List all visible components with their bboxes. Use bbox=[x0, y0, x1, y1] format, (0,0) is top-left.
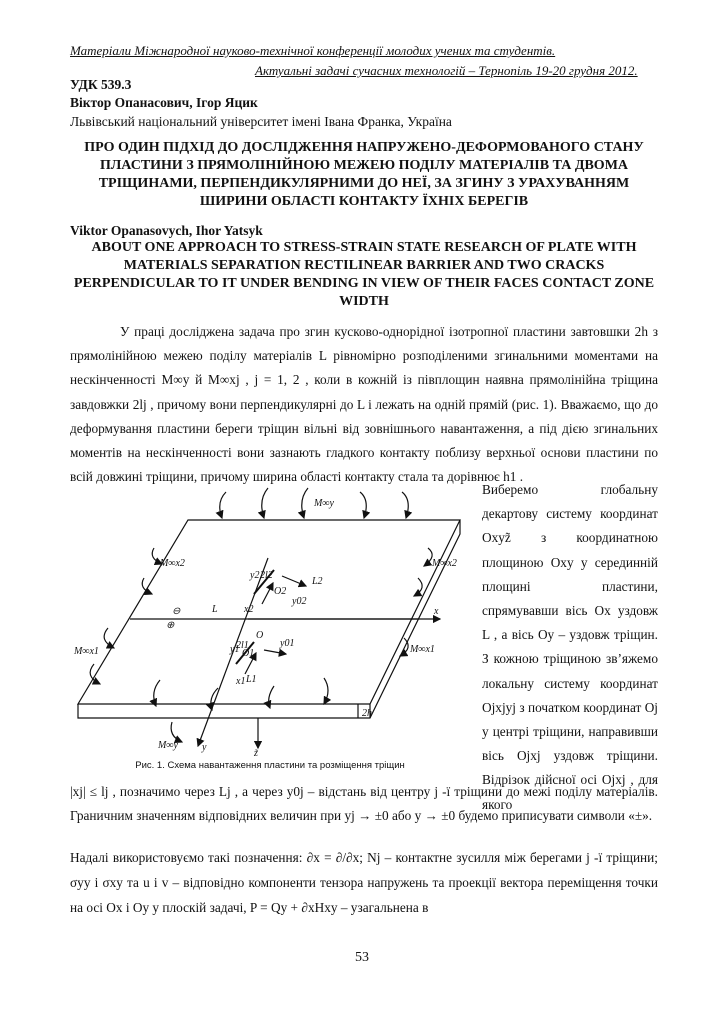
label-mx2-right: M∞x2 bbox=[432, 558, 457, 569]
label-2l1: 2l1 bbox=[236, 640, 249, 651]
label-my-bottom: M∞y bbox=[158, 740, 178, 751]
sign-minus: ⊖ bbox=[172, 606, 181, 617]
label-mx1-left: M∞x1 bbox=[74, 646, 99, 657]
label-origin-O1: O1 bbox=[242, 648, 255, 659]
label-boundary-L: L bbox=[212, 604, 218, 615]
body-paragraph-3: Надалі використовуємо такі позначення: ∂x = ∂/∂x; Nj – контактне зусилля між берегами j -ї тріщини; σyy і σxy та u і v – відповідно компоненти тензора напружень та проекції вектора переміщення точки на осі Ox і Oy у плоскій задачі, P = Qy + ∂xHxy – узагальнена в bbox=[70, 850, 658, 915]
page-number: 53 bbox=[355, 950, 369, 965]
figure-caption: Рис. 1. Схема навантаження пластини та розміщення тріщин bbox=[135, 760, 405, 771]
label-y02: y02 bbox=[292, 596, 307, 607]
label-thickness-2h: 2h bbox=[362, 708, 372, 719]
plate-scheme-diagram bbox=[68, 478, 472, 758]
conference-header-line2: Актуальні задачі сучасних технологій – Тернопіль 19-20 грудня 2012. bbox=[255, 63, 638, 78]
label-origin-O2: O2 bbox=[274, 586, 287, 597]
title-ukrainian: ПРО ОДИН ПІДХІД ДО ДОСЛІДЖЕННЯ НАПРУЖЕНО-ДЕФОРМОВАНОГО СТАНУ ПЛАСТИНИ З ПРЯМОЛІНІЙНОЮ МЕЖЕЮ ПОДІЛУ МАТЕРІАЛІВ ТА ДВОМА ТРІЩИНАМИ, ПЕРПЕНДИКУЛЯРНИМИ ДО НЕЇ, ЗА ЗГИНУ З УРАХУВАННЯМ ШИРИНИ ОБЛАСТІ КОНТАКТУ ЇХНІХ БЕРЕГІВ bbox=[84, 140, 644, 209]
label-mx1-right: M∞x1 bbox=[410, 644, 435, 655]
label-origin-O: O bbox=[256, 630, 264, 641]
label-L2: L2 bbox=[312, 576, 323, 587]
udk-code: УДК 539.3 bbox=[70, 77, 132, 92]
title-english: ABOUT ONE APPROACH TO STRESS-STRAIN STATE RESEARCH OF PLATE WITH MATERIALS SEPARATION RECTILINEAR BARRIER AND TWO CRACKS PERPENDICULAR TO IT UNDER BENDING IN VIEW OF THEIR FACES CONTACT ZONE WIDTH bbox=[73, 240, 655, 309]
figure-1 bbox=[68, 478, 472, 768]
label-y2: y2 bbox=[250, 570, 260, 581]
authors-ukrainian: Віктор Опанасович, Ігор Яцик bbox=[70, 95, 258, 110]
label-x2: x2 bbox=[244, 604, 254, 615]
label-L1: L1 bbox=[246, 674, 257, 685]
label-2l2: 2l2 bbox=[260, 570, 273, 581]
sign-plus: ⊕ bbox=[166, 620, 175, 631]
body-paragraph-1: У праці досліджена задача про згин кусково-однорідної ізотропної пластини завтовшки 2h з прямолінійною межею поділу матеріалів L рівномірно розподіленими згинальними моментами на нескінченності M∞y й M∞xj , j = 1, 2 , коли в кожній із півплощин наявна прямолінійна тріщина завдовжки 2lj , причому вони перпендикулярні до L і лежать на одній прямій (рис. 1). Вважаємо, що до деформування пластини береги тріщин вільні від зовнішнього навантаження, а під дією згинальних моментів на нескінченності вони зазнають гладкого контакту поблизу верхньої основи пластини по всій довжині тріщини, причому ширина області контакту стала та дорівнює h1 . bbox=[70, 324, 658, 485]
affiliation: Львівський національний університет імені Івана Франка, Україна bbox=[70, 114, 452, 129]
plate-top-face bbox=[78, 520, 460, 704]
label-y1: y1 bbox=[230, 644, 240, 655]
label-y01: y01 bbox=[280, 638, 295, 649]
conference-header-line1: Матеріали Міжнародної науково-технічної конференції молодих учених та студентів. bbox=[70, 43, 556, 58]
label-mx2-left: M∞x2 bbox=[160, 558, 185, 569]
body-paragraph-right: Виберемо глобальну декартову систему координат Oxyz̃ з координатною площиною Oxy у серединній площині пластини, спрямувавши вісь Ox уздовж L , а вісь Oy – уздовж тріщин. З кожною тріщиною зв’яжемо локальну систему координат Ojxjyj з початком координат Oj у центрі тріщини, направивши вісь Ojxj уздовж тріщини. Відрізок дійсної осі Ojxj , для якого bbox=[482, 482, 658, 812]
authors-english: Viktor Opanasovych, Ihor Yatsyk bbox=[70, 223, 263, 238]
label-my-top: M∞y bbox=[314, 498, 334, 509]
label-x1: x1 bbox=[236, 676, 246, 687]
label-y-axis: y bbox=[202, 742, 207, 753]
label-x-axis: x bbox=[434, 606, 439, 617]
body-paragraph-2: |xj| ≤ lj , позначимо через Lj , а через y0j – відстань від центру j -ї тріщини до межі поділу матеріалів. Граничним значенням відповідних величин при yj → ±0 або y → ±0 будемо приписувати символи «±». bbox=[70, 784, 658, 824]
label-z-axis: z̃ bbox=[254, 748, 258, 758]
